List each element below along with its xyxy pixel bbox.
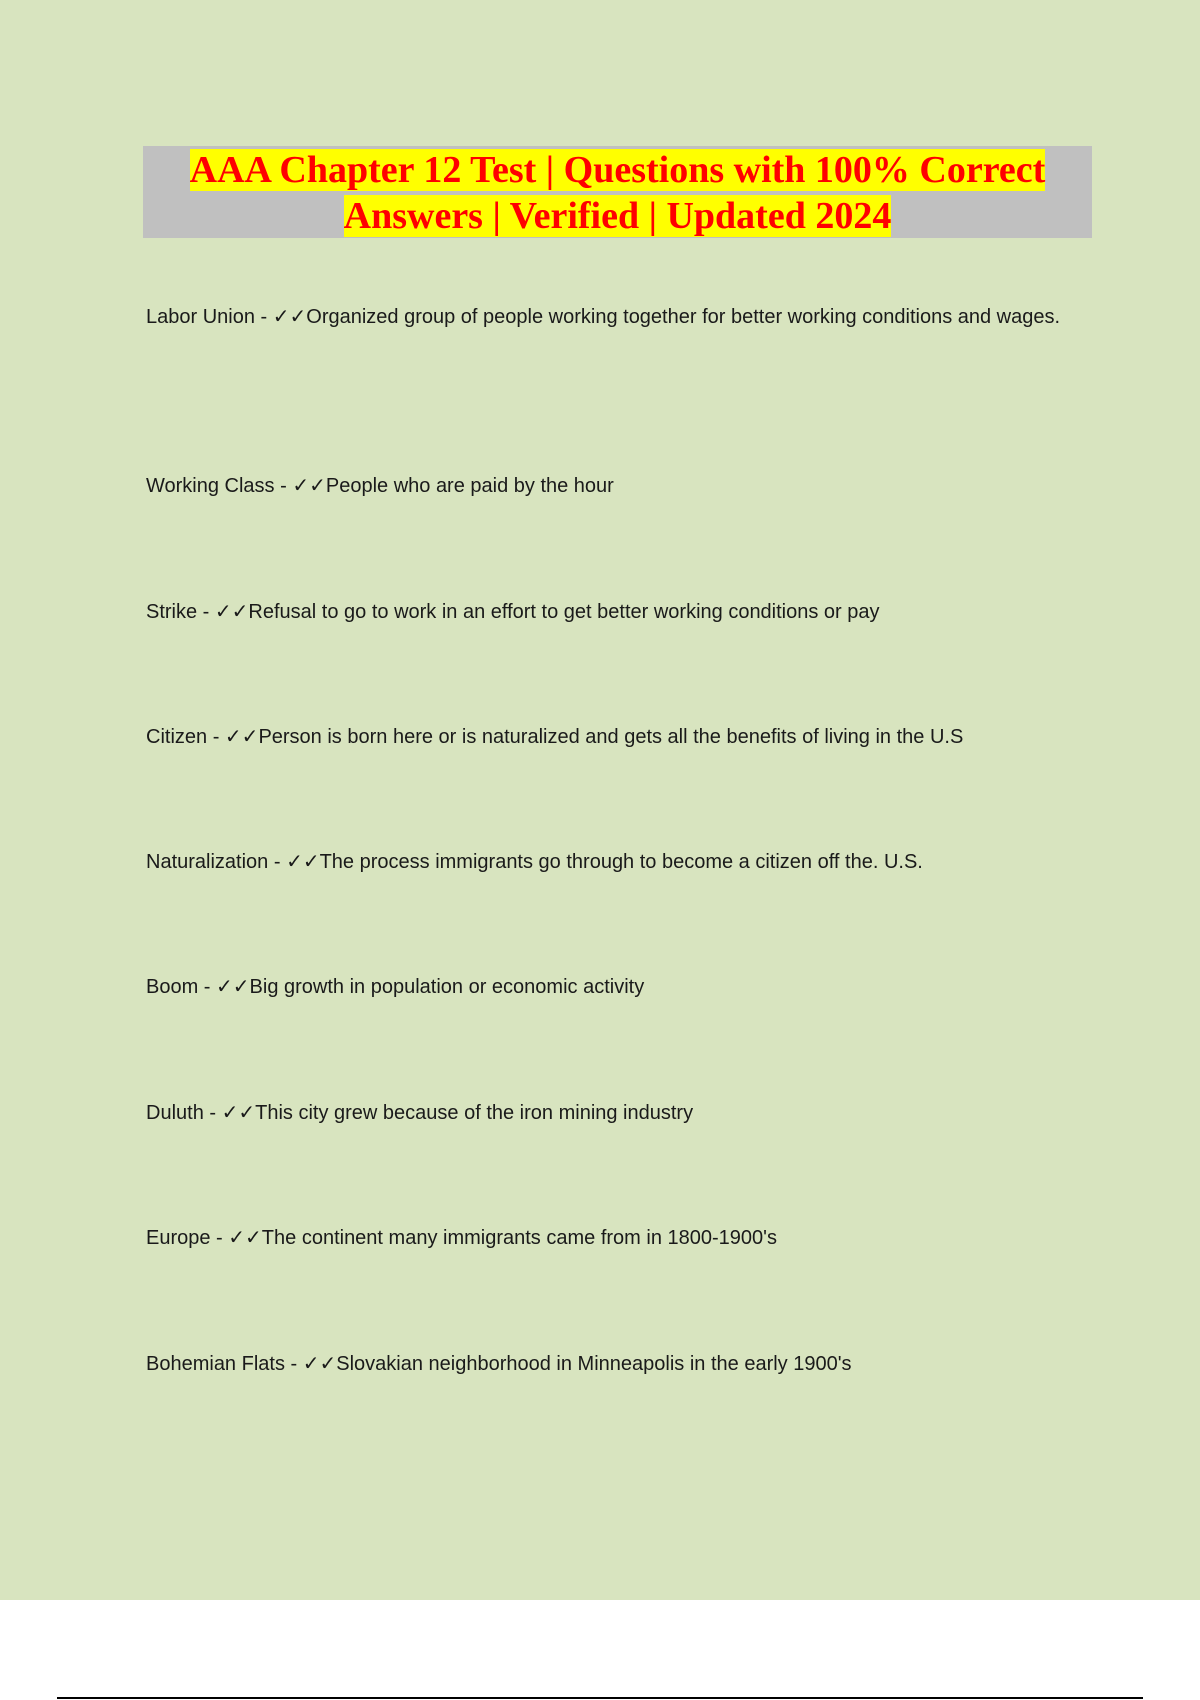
entry-definition: Organized group of people working together for better working conditions and wages. [306,306,1061,328]
entry-definition: The process immigrants go through to become a citizen off the. U.S. [319,851,923,873]
double-check-icon: ✓✓ [228,1227,262,1249]
flashcard-entry [146,965,1081,1010]
entry-term: Boom [146,976,199,998]
double-check-icon: ✓✓ [221,1102,256,1124]
entry-definition: Slovakian neighborhood in Minneapolis in the early 1900's [336,1353,852,1375]
flashcard-entry [146,1342,1081,1387]
entry-definition: The continent many immigrants came from in 1800-1900's [261,1227,777,1249]
flashcard-entry [146,1091,1081,1136]
flashcard-entry [146,590,1081,635]
title-banner [143,146,1092,238]
flashcard-entry [146,1216,1081,1261]
entry-term: Bohemian Flats [146,1353,285,1375]
entry-term: Labor Union [146,306,255,328]
flashcard-entry [146,464,1081,509]
double-check-icon: ✓✓ [302,1353,337,1375]
entry-term: Europe [146,1227,211,1249]
entry-separator: - [284,1353,303,1375]
entry-separator: - [197,601,215,623]
entry-separator: - [274,475,293,497]
entry-term: Strike [146,601,198,623]
entry-term: Duluth [146,1102,204,1124]
double-check-icon: ✓✓ [216,976,250,998]
entry-definition: This city grew because of the iron mining industry [255,1102,694,1124]
double-check-icon: ✓✓ [224,726,259,748]
flashcard-entry [146,295,1081,340]
double-check-icon: ✓✓ [214,601,249,623]
entry-separator: - [203,1102,222,1124]
entry-separator: - [198,976,217,998]
entry-separator: - [207,726,225,748]
entry-separator: - [254,306,273,328]
footer-rule [57,1697,1143,1699]
entry-separator: - [210,1227,229,1249]
double-check-icon: ✓✓ [272,306,307,328]
double-check-icon: ✓✓ [292,475,326,497]
page-title: AAA Chapter 12 Test | Questions with 100% Correct Answers | Verified | Updated 2024 [189,149,1046,237]
entry-definition: People who are paid by the hour [325,475,614,497]
entry-term: Naturalization [146,851,269,873]
flashcard-entry [146,840,1081,885]
entry-term: Citizen [146,726,208,748]
double-check-icon: ✓✓ [286,851,320,873]
entry-definition: Person is born here or is naturalized and gets all the benefits of living in the U.S [258,726,964,748]
entry-definition: Refusal to go to work in an effort to get better working conditions or pay [248,601,880,623]
entry-term: Working Class [146,475,275,497]
entry-separator: - [268,851,287,873]
flashcard-entry [146,715,1081,760]
entry-definition: Big growth in population or economic activity [249,976,645,998]
